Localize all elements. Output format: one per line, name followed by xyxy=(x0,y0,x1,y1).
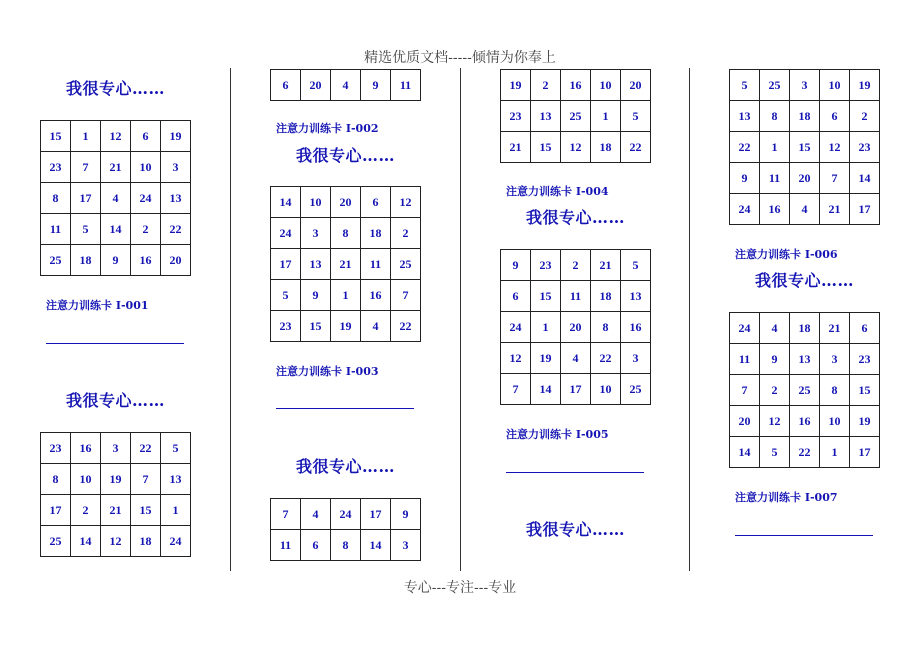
grid-row xyxy=(271,311,421,342)
card-label: 注意力训练卡 I-003 xyxy=(276,365,379,378)
grid-cell: 13 xyxy=(161,183,191,214)
grid-cell: 20 xyxy=(331,187,361,218)
grid-row xyxy=(730,70,880,101)
grid-cell: 9 xyxy=(501,250,531,281)
grid-row xyxy=(41,152,191,183)
grid-cell: 25 xyxy=(561,101,591,132)
grid-cell: 15 xyxy=(301,311,331,342)
grid-cell: 12 xyxy=(101,526,131,557)
grid-cell: 9 xyxy=(101,245,131,276)
grid-row xyxy=(730,163,880,194)
grid-cell: 11 xyxy=(391,70,421,101)
signature-line xyxy=(506,472,644,473)
grid-cell: 16 xyxy=(790,406,820,437)
grid-cell: 6 xyxy=(271,70,301,101)
grid-cell: 23 xyxy=(271,311,301,342)
grid-cell: 1 xyxy=(820,437,850,468)
grid-row xyxy=(41,433,191,464)
grid-cell: 4 xyxy=(101,183,131,214)
grid-cell: 25 xyxy=(41,245,71,276)
grid-cell: 16 xyxy=(621,312,651,343)
grid-cell: 25 xyxy=(391,249,421,280)
grid-cell: 1 xyxy=(161,495,191,526)
grid-cell: 5 xyxy=(271,280,301,311)
grid-cell: 20 xyxy=(301,70,331,101)
grid-cell: 9 xyxy=(301,280,331,311)
grid-cell: 7 xyxy=(271,499,301,530)
grid-cell: 15 xyxy=(531,281,561,312)
grid-cell: 1 xyxy=(71,121,101,152)
grid-cell: 19 xyxy=(850,406,880,437)
grid-cell: 10 xyxy=(591,374,621,405)
grid-cell: 10 xyxy=(820,406,850,437)
grid-cell: 11 xyxy=(760,163,790,194)
grid-cell: 8 xyxy=(820,375,850,406)
grid-cell: 6 xyxy=(820,101,850,132)
grid-cell: 19 xyxy=(850,70,880,101)
card-column-2 xyxy=(270,0,480,651)
card-label: 注意力训练卡 I-007 xyxy=(735,491,838,504)
grid-cell: 23 xyxy=(41,433,71,464)
grid-row xyxy=(271,70,421,101)
number-grid xyxy=(270,498,421,561)
grid-cell: 13 xyxy=(730,101,760,132)
grid-cell: 17 xyxy=(850,194,880,225)
grid-cell: 11 xyxy=(271,530,301,561)
grid-cell: 1 xyxy=(531,312,561,343)
grid-cell: 14 xyxy=(101,214,131,245)
grid-cell: 1 xyxy=(331,280,361,311)
grid-cell: 2 xyxy=(391,218,421,249)
number-grid xyxy=(270,186,421,342)
grid-cell: 4 xyxy=(790,194,820,225)
grid-cell: 4 xyxy=(760,313,790,344)
card-label: 注意力训练卡 I-005 xyxy=(506,428,609,441)
grid-cell: 4 xyxy=(561,343,591,374)
grid-row xyxy=(501,70,651,101)
grid-cell: 15 xyxy=(131,495,161,526)
grid-cell: 19 xyxy=(331,311,361,342)
grid-cell: 8 xyxy=(331,218,361,249)
grid-row xyxy=(730,344,880,375)
grid-cell: 3 xyxy=(391,530,421,561)
grid-row xyxy=(41,464,191,495)
grid-cell: 11 xyxy=(361,249,391,280)
grid-cell: 18 xyxy=(131,526,161,557)
grid-cell: 4 xyxy=(361,311,391,342)
grid-cell: 22 xyxy=(621,132,651,163)
number-grid xyxy=(500,249,651,405)
grid-cell: 7 xyxy=(501,374,531,405)
grid-cell: 17 xyxy=(561,374,591,405)
grid-cell: 15 xyxy=(850,375,880,406)
grid-cell: 16 xyxy=(361,280,391,311)
grid-cell: 16 xyxy=(71,433,101,464)
grid-cell: 15 xyxy=(531,132,561,163)
card-heading: 我很专心…… xyxy=(66,79,166,98)
grid-cell: 3 xyxy=(621,343,651,374)
grid-cell: 23 xyxy=(501,101,531,132)
page-footer: 专心---专注---专业 xyxy=(403,580,517,596)
grid-cell: 19 xyxy=(161,121,191,152)
grid-cell: 21 xyxy=(101,495,131,526)
grid-row xyxy=(501,281,651,312)
grid-cell: 8 xyxy=(591,312,621,343)
grid-row xyxy=(730,313,880,344)
grid-cell: 8 xyxy=(760,101,790,132)
grid-cell: 3 xyxy=(820,344,850,375)
grid-row xyxy=(501,101,651,132)
grid-cell: 19 xyxy=(501,70,531,101)
grid-cell: 21 xyxy=(591,250,621,281)
grid-cell: 7 xyxy=(131,464,161,495)
grid-cell: 3 xyxy=(790,70,820,101)
grid-cell: 12 xyxy=(501,343,531,374)
grid-cell: 5 xyxy=(730,70,760,101)
grid-cell: 18 xyxy=(790,313,820,344)
card-column-4 xyxy=(729,0,920,651)
card-label: 注意力训练卡 I-006 xyxy=(735,248,838,261)
grid-cell: 12 xyxy=(820,132,850,163)
grid-cell: 12 xyxy=(101,121,131,152)
grid-cell: 23 xyxy=(850,132,880,163)
grid-cell: 24 xyxy=(501,312,531,343)
grid-cell: 5 xyxy=(161,433,191,464)
grid-row xyxy=(41,495,191,526)
grid-row xyxy=(271,280,421,311)
grid-cell: 2 xyxy=(850,101,880,132)
card-label: 注意力训练卡 I-004 xyxy=(506,185,609,198)
grid-cell: 13 xyxy=(621,281,651,312)
grid-cell: 5 xyxy=(621,101,651,132)
signature-line xyxy=(46,343,184,344)
grid-cell: 8 xyxy=(41,464,71,495)
grid-cell: 8 xyxy=(41,183,71,214)
grid-row xyxy=(730,375,880,406)
grid-row xyxy=(271,530,421,561)
grid-row xyxy=(271,499,421,530)
number-grid xyxy=(40,120,191,276)
grid-cell: 22 xyxy=(790,437,820,468)
grid-cell: 13 xyxy=(161,464,191,495)
grid-cell: 5 xyxy=(71,214,101,245)
grid-cell: 13 xyxy=(531,101,561,132)
grid-cell: 25 xyxy=(790,375,820,406)
grid-cell: 6 xyxy=(131,121,161,152)
card-column-3 xyxy=(500,0,710,651)
grid-cell: 11 xyxy=(561,281,591,312)
grid-cell: 21 xyxy=(820,194,850,225)
page-header: 精选优质文档-----倾情为你奉上 xyxy=(364,50,556,66)
grid-cell: 13 xyxy=(790,344,820,375)
grid-cell: 22 xyxy=(161,214,191,245)
grid-cell: 25 xyxy=(760,70,790,101)
grid-cell: 19 xyxy=(531,343,561,374)
grid-cell: 17 xyxy=(361,499,391,530)
grid-cell: 5 xyxy=(621,250,651,281)
grid-cell: 2 xyxy=(71,495,101,526)
grid-cell: 9 xyxy=(760,344,790,375)
grid-cell: 20 xyxy=(730,406,760,437)
grid-cell: 14 xyxy=(71,526,101,557)
grid-cell: 7 xyxy=(820,163,850,194)
grid-row xyxy=(501,312,651,343)
grid-cell: 15 xyxy=(41,121,71,152)
grid-cell: 6 xyxy=(850,313,880,344)
grid-row xyxy=(501,343,651,374)
grid-row xyxy=(730,437,880,468)
grid-cell: 22 xyxy=(730,132,760,163)
card-heading: 我很专心…… xyxy=(296,146,396,165)
grid-cell: 18 xyxy=(71,245,101,276)
grid-cell: 14 xyxy=(361,530,391,561)
grid-cell: 9 xyxy=(361,70,391,101)
grid-cell: 2 xyxy=(131,214,161,245)
grid-cell: 5 xyxy=(760,437,790,468)
grid-cell: 1 xyxy=(760,132,790,163)
grid-cell: 2 xyxy=(531,70,561,101)
card-column-1 xyxy=(40,0,250,651)
grid-cell: 9 xyxy=(730,163,760,194)
grid-cell: 11 xyxy=(730,344,760,375)
grid-cell: 7 xyxy=(730,375,760,406)
grid-cell: 20 xyxy=(621,70,651,101)
number-grid xyxy=(729,69,880,225)
grid-cell: 20 xyxy=(561,312,591,343)
grid-cell: 4 xyxy=(331,70,361,101)
grid-cell: 18 xyxy=(591,132,621,163)
grid-cell: 23 xyxy=(850,344,880,375)
grid-cell: 16 xyxy=(131,245,161,276)
grid-cell: 3 xyxy=(101,433,131,464)
grid-cell: 14 xyxy=(531,374,561,405)
grid-cell: 19 xyxy=(101,464,131,495)
grid-cell: 24 xyxy=(331,499,361,530)
grid-cell: 8 xyxy=(331,530,361,561)
grid-row xyxy=(730,406,880,437)
grid-cell: 1 xyxy=(591,101,621,132)
grid-cell: 10 xyxy=(131,152,161,183)
grid-row xyxy=(730,132,880,163)
grid-cell: 21 xyxy=(501,132,531,163)
number-grid xyxy=(729,312,880,468)
grid-cell: 10 xyxy=(820,70,850,101)
grid-cell: 11 xyxy=(41,214,71,245)
grid-row xyxy=(41,245,191,276)
grid-cell: 20 xyxy=(790,163,820,194)
grid-cell: 22 xyxy=(131,433,161,464)
grid-cell: 14 xyxy=(730,437,760,468)
grid-cell: 2 xyxy=(561,250,591,281)
grid-cell: 10 xyxy=(591,70,621,101)
grid-cell: 2 xyxy=(760,375,790,406)
number-grid xyxy=(40,432,191,557)
grid-cell: 24 xyxy=(271,218,301,249)
grid-cell: 12 xyxy=(561,132,591,163)
grid-cell: 14 xyxy=(850,163,880,194)
grid-row xyxy=(730,101,880,132)
grid-cell: 12 xyxy=(760,406,790,437)
grid-cell: 9 xyxy=(391,499,421,530)
grid-row xyxy=(41,183,191,214)
grid-row xyxy=(41,526,191,557)
grid-cell: 3 xyxy=(301,218,331,249)
grid-cell: 16 xyxy=(561,70,591,101)
grid-cell: 24 xyxy=(161,526,191,557)
grid-cell: 25 xyxy=(621,374,651,405)
grid-cell: 18 xyxy=(591,281,621,312)
grid-row xyxy=(271,187,421,218)
grid-cell: 17 xyxy=(71,183,101,214)
grid-cell: 7 xyxy=(71,152,101,183)
grid-cell: 23 xyxy=(41,152,71,183)
grid-cell: 14 xyxy=(271,187,301,218)
grid-cell: 6 xyxy=(501,281,531,312)
grid-cell: 24 xyxy=(730,313,760,344)
grid-cell: 24 xyxy=(730,194,760,225)
grid-cell: 15 xyxy=(790,132,820,163)
grid-cell: 17 xyxy=(41,495,71,526)
grid-cell: 10 xyxy=(301,187,331,218)
grid-cell: 25 xyxy=(41,526,71,557)
grid-cell: 18 xyxy=(790,101,820,132)
grid-row xyxy=(271,249,421,280)
number-grid xyxy=(500,69,651,163)
card-label: 注意力训练卡 I-002 xyxy=(276,122,379,135)
card-heading: 我很专心…… xyxy=(296,457,396,476)
grid-row xyxy=(41,214,191,245)
grid-cell: 6 xyxy=(361,187,391,218)
grid-cell: 6 xyxy=(301,530,331,561)
grid-cell: 3 xyxy=(161,152,191,183)
grid-cell: 22 xyxy=(591,343,621,374)
grid-row xyxy=(501,250,651,281)
grid-cell: 17 xyxy=(271,249,301,280)
grid-cell: 13 xyxy=(301,249,331,280)
grid-cell: 21 xyxy=(331,249,361,280)
card-label: 注意力训练卡 I-001 xyxy=(46,299,149,312)
signature-line xyxy=(276,408,414,409)
grid-row xyxy=(271,218,421,249)
card-heading: 我很专心…… xyxy=(526,208,626,227)
grid-cell: 18 xyxy=(361,218,391,249)
grid-row xyxy=(501,132,651,163)
grid-cell: 17 xyxy=(850,437,880,468)
grid-cell: 12 xyxy=(391,187,421,218)
grid-row xyxy=(730,194,880,225)
grid-cell: 16 xyxy=(760,194,790,225)
number-grid xyxy=(270,69,421,101)
signature-line xyxy=(735,535,873,536)
grid-cell: 21 xyxy=(101,152,131,183)
grid-cell: 22 xyxy=(391,311,421,342)
grid-row xyxy=(41,121,191,152)
grid-row xyxy=(501,374,651,405)
card-heading: 我很专心…… xyxy=(526,520,626,539)
card-heading: 我很专心…… xyxy=(755,271,855,290)
grid-cell: 4 xyxy=(301,499,331,530)
grid-cell: 21 xyxy=(820,313,850,344)
grid-cell: 23 xyxy=(531,250,561,281)
card-heading: 我很专心…… xyxy=(66,391,166,410)
grid-cell: 20 xyxy=(161,245,191,276)
grid-cell: 24 xyxy=(131,183,161,214)
grid-cell: 7 xyxy=(391,280,421,311)
grid-cell: 10 xyxy=(71,464,101,495)
